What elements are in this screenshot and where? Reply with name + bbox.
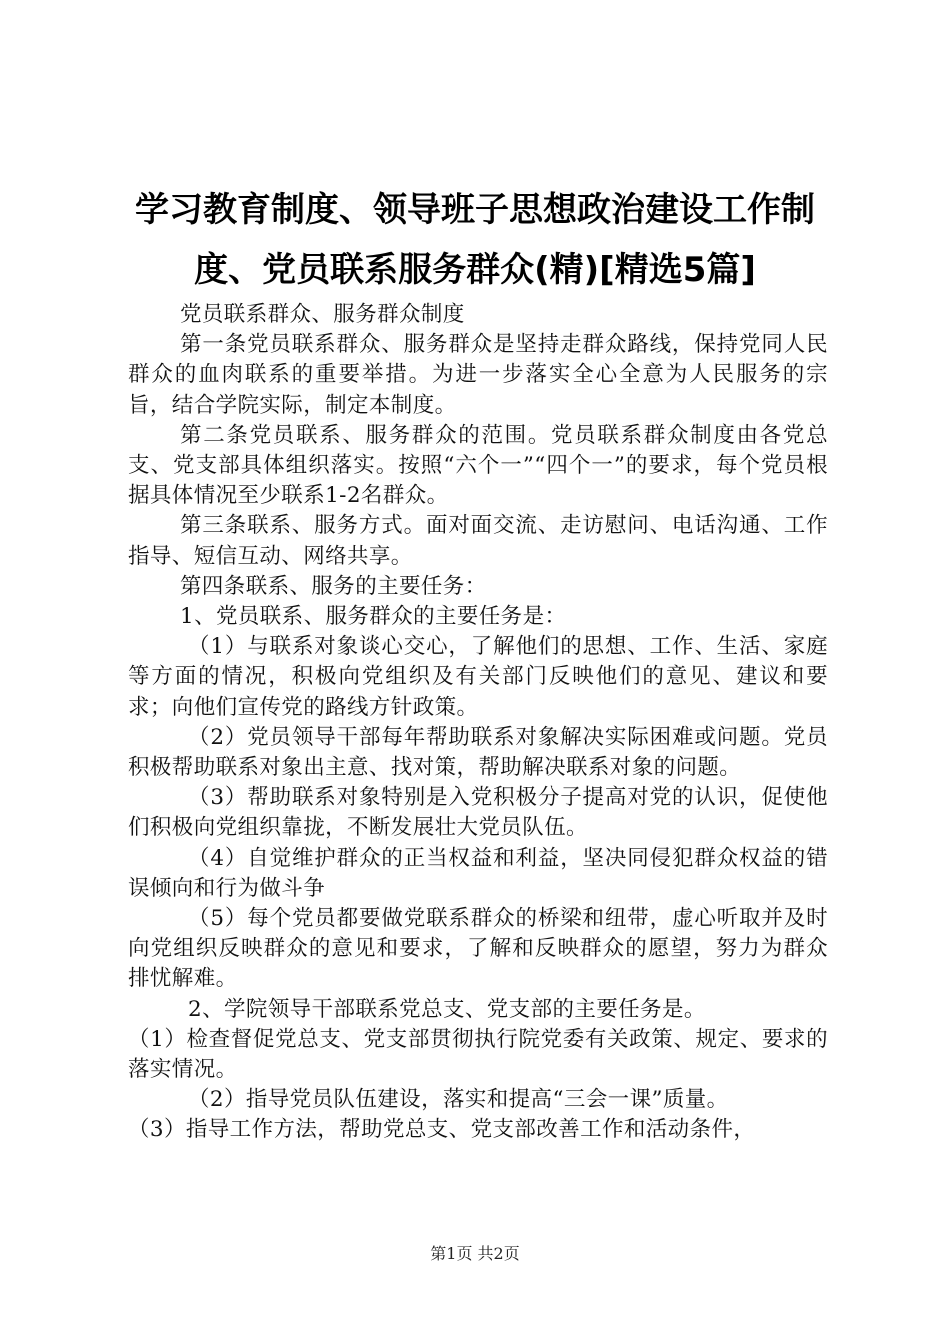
paragraph-article-4: 第四条联系、服务的主要任务：: [180, 573, 487, 599]
page-footer: 第1页 共2页: [430, 1244, 520, 1263]
paragraph-item-5: （5）每个党员都要做党联系群众的桥梁和纽带，虚心听取并及时向党组织反映群众的意见和要求，了解和反映群众的愿望，努力为群众排忧解难。: [128, 906, 828, 992]
document-title-line-1: 学习教育制度、领导班子思想政治建设工作制: [135, 190, 815, 230]
paragraph-task-1: 1、党员联系、服务群众的主要任务是：: [180, 604, 567, 630]
paragraph-article-2: 第二条党员联系、服务群众的范围。党员联系群众制度由各党总支、党支部具体组织落实。按照“六个一”“四个一”的要求，每个党员根据具体情况至少联系1-2名群众。: [128, 422, 828, 509]
section-heading: 党员联系群众、服务群众制度: [180, 302, 465, 327]
paragraph-item-3: （3）帮助联系对象特别是入党积极分子提高对党的认识，促使他们积极向党组织靠拢，不断发展壮大党员队伍。: [128, 785, 828, 841]
paragraph-item-2: （2）党员领导干部每年帮助联系对象解决实际困难或问题。党员积极帮助联系对象出主意、找对策，帮助解决联系对象的问题。: [128, 724, 828, 781]
document-body: [128, 300, 828, 1146]
paragraph-task-2-item-2: （2）指导党员队伍建设，落实和提高“三会一课”质量。: [188, 1087, 729, 1113]
paragraph-task-2-item-3: （3）指导工作方法，帮助党总支、党支部改善工作和活动条件，: [128, 1117, 756, 1143]
paragraph-task-2: 2、学院领导干部联系党总支、党支部的主要任务是。: [188, 996, 706, 1022]
paragraph-task-2-item-1: （1）检查督促党总支、党支部贯彻执行院党委有关政策、规定、要求的落实情况。: [128, 1026, 828, 1083]
paragraph-article-3: 第三条联系、服务方式。面对面交流、走访慰问、电话沟通、工作指导、短信互动、网络共享。: [128, 513, 828, 569]
paragraph-item-4: （4）自觉维护群众的正当权益和利益，坚决同侵犯群众权益的错误倾向和行为做斗争: [128, 845, 828, 901]
paragraph-item-1: （1）与联系对象谈心交心，了解他们的思想、工作、生活、家庭等方面的情况，积极向党组织及有关部门反映他们的意见、建议和要求；向他们宣传党的路线方针政策。: [128, 634, 828, 720]
paragraph-article-1: 第一条党员联系群众、服务群众是坚持走群众路线，保持党同人民群众的血肉联系的重要举措。为进一步落实全心全意为人民服务的宗旨，结合学院实际，制定本制度。: [128, 332, 828, 418]
document-title-line-2: 度、党员联系服务群众(精)[精选5篇]: [194, 250, 756, 290]
